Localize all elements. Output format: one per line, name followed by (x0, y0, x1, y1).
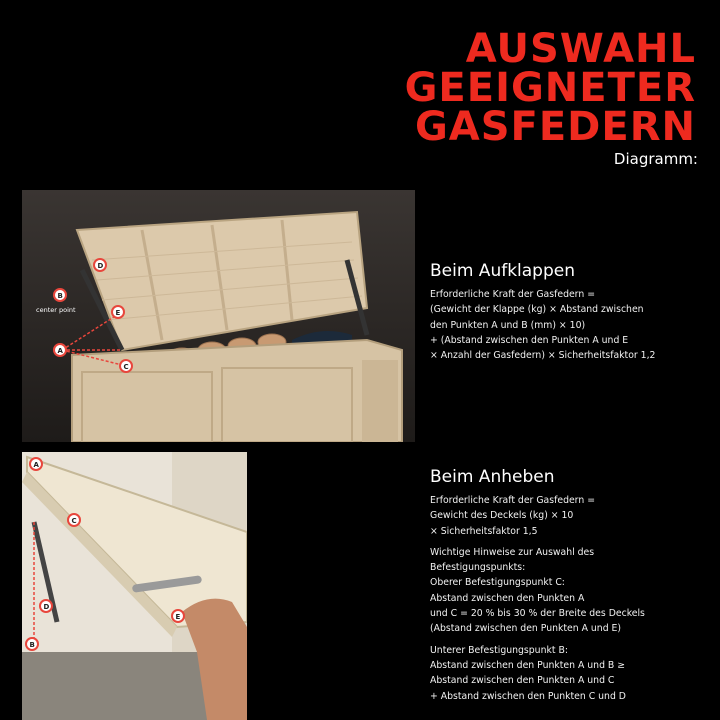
page-title (276, 26, 696, 150)
svg-text:B: B (29, 641, 35, 649)
cabinet-flap-illustration (22, 452, 247, 720)
marker-B (26, 638, 38, 650)
formula-line: × Anzahl der Gasfedern) × Sicherheitsfaktor 1,2 (430, 350, 656, 362)
svg-text:B: B (57, 292, 63, 300)
note-line: Befestigungspunkts: (430, 562, 526, 574)
cabinet-flap-photo (22, 452, 247, 720)
marker-C (120, 360, 132, 372)
note-line: Abstand zwischen den Punkten A und B ≥ (430, 659, 626, 671)
title-line-3: GASFEDERN (414, 104, 696, 150)
formula-line: × Sicherheitsfaktor 1,5 (430, 525, 538, 537)
diagram-subtitle: Diagramm: (613, 150, 698, 168)
note-line: Abstand zwischen den Punkten A und C (430, 675, 615, 687)
formula-line: Gewicht des Deckels (kg) × 10 (430, 510, 574, 522)
marker-A (30, 458, 42, 470)
marker-D (94, 259, 106, 271)
section-body-aufklappen (430, 287, 655, 363)
section-heading-aufklappen: Beim Aufklappen (430, 261, 575, 281)
note-line: (Abstand zwischen den Punkten A und E) (430, 623, 622, 635)
section-body-anheben (430, 493, 645, 704)
note-line: Wichtige Hinweise zur Auswahl des (430, 546, 595, 558)
marker-C (68, 514, 80, 526)
svg-text:E: E (175, 613, 181, 621)
storage-box-illustration (22, 190, 415, 442)
marker-A (54, 344, 66, 356)
svg-text:A: A (33, 461, 39, 469)
title-line-2: GEEIGNETER (404, 65, 696, 111)
svg-text:E: E (115, 309, 121, 317)
note-line: Unterer Befestigungspunkt B: (430, 644, 568, 656)
center-point-label: center point (36, 306, 76, 314)
marker-E (172, 610, 184, 622)
formula-line: Erforderliche Kraft der Gasfedern = (430, 495, 595, 506)
storage-box-photo (22, 190, 415, 442)
title-line-1: AUSWAHL (465, 26, 696, 72)
marker-D (40, 600, 52, 612)
section-heading-anheben: Beim Anheben (430, 467, 555, 487)
svg-text:C: C (123, 363, 129, 371)
note-line: + Abstand zwischen den Punkten C und D (430, 690, 626, 702)
note-line: und C = 20 % bis 30 % der Breite des Deckels (430, 608, 645, 620)
marker-E (112, 306, 124, 318)
marker-B (54, 289, 66, 301)
formula-line: (Gewicht der Klappe (kg) × Abstand zwischen (430, 304, 644, 316)
formula-line: Erforderliche Kraft der Gasfedern = (430, 289, 595, 300)
note-line: Abstand zwischen den Punkten A (430, 592, 585, 604)
svg-text:C: C (71, 517, 77, 525)
formula-line: den Punkten A und B (mm) × 10) (430, 319, 586, 331)
svg-text:D: D (43, 603, 50, 611)
note-line: Oberer Befestigungspunkt C: (430, 577, 565, 589)
formula-line: + (Abstand zwischen den Punkten A und E (430, 334, 629, 346)
svg-text:A: A (57, 347, 63, 355)
svg-text:D: D (97, 262, 104, 270)
